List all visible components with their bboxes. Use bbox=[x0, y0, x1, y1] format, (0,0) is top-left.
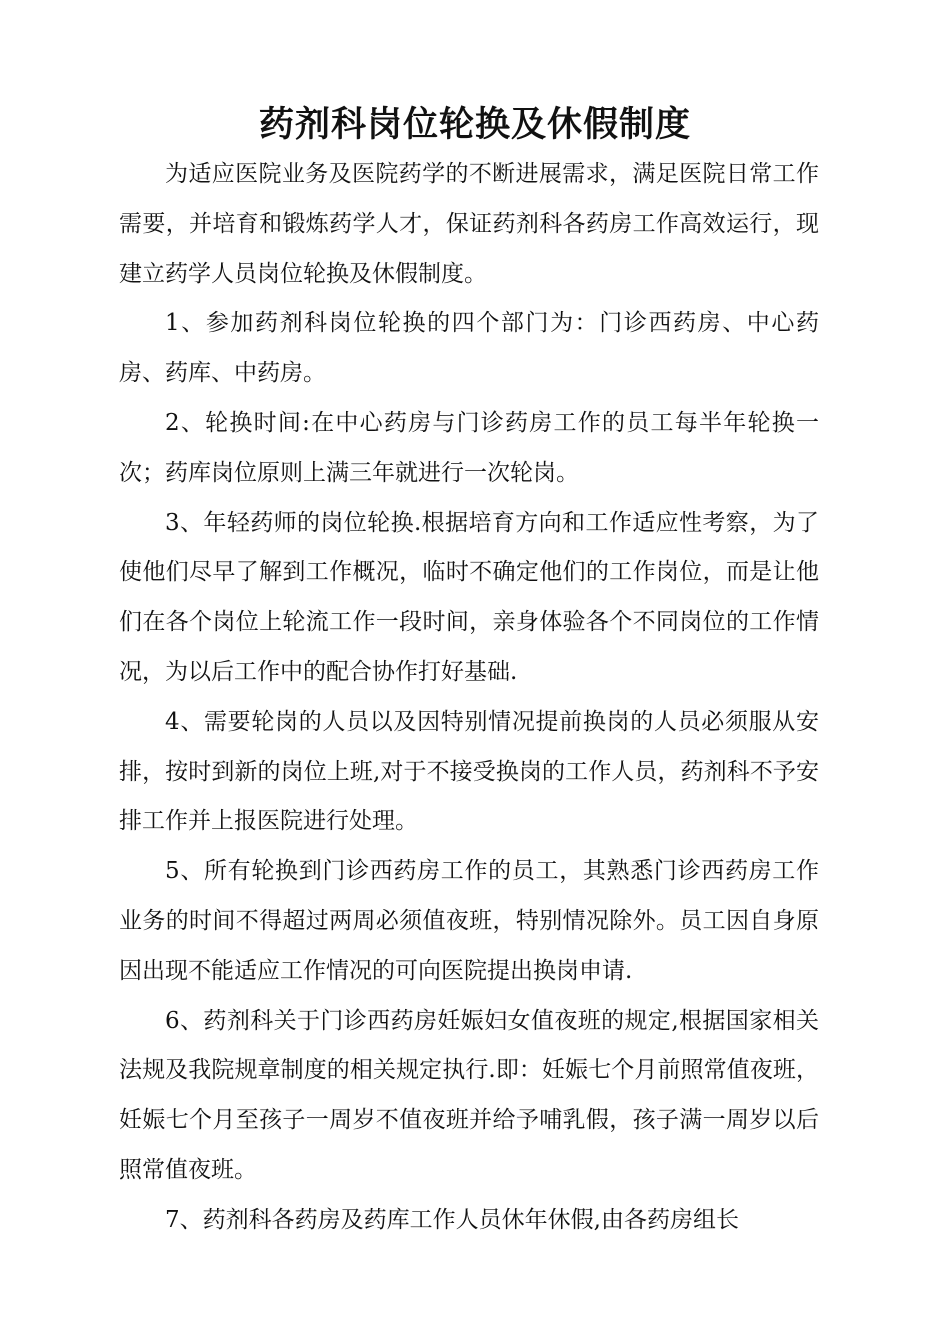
clause-7-paragraph: 7、药剂科各药房及药库工作人员休年休假,由各药房组长 bbox=[165, 1206, 739, 1233]
clause-2-paragraph: 2、轮换时间:在中心药房与门诊药房工作的员工每半年轮换一次；药库岗位原则上满三年就进行一次轮岗。 bbox=[119, 409, 819, 486]
clause-6-paragraph: 6、药剂科关于门诊西药房妊娠妇女值夜班的规定,根据国家相关法规及我院规章制度的相关规定执行.即：妊娠七个月前照常值夜班，妊娠七个月至孩子一周岁不值夜班并给予哺乳假，孩子满一周岁以后照常值夜班。 bbox=[119, 1007, 819, 1183]
clause-5-paragraph: 5、所有轮换到门诊西药房工作的员工，其熟悉门诊西药房工作业务的时间不得超过两周必须值夜班，特别情况除外。员工因自身原因出现不能适应工作情况的可向医院提出换岗申请. bbox=[119, 858, 819, 984]
document-body bbox=[119, 150, 819, 1246]
document-title: 药剂科岗位轮换及休假制度 bbox=[258, 105, 691, 145]
intro-paragraph: 为适应医院业务及医院药学的不断进展需求，满足医院日常工作需要，并培育和锻炼药学人才，保证药剂科各药房工作高效运行，现建立药学人员岗位轮换及休假制度。 bbox=[119, 161, 819, 287]
clause-4-paragraph: 4、需要轮岗的人员以及因特别情况提前换岗的人员必须服从安排，按时到新的岗位上班,对于不接受换岗的工作人员，药剂科不予安排工作并上报医院进行处理。 bbox=[119, 708, 819, 835]
clause-1-paragraph: 1、参加药剂科岗位轮换的四个部门为：门诊西药房、中心药房、药库、中药房。 bbox=[119, 310, 819, 387]
clause-3-paragraph: 3、年轻药师的岗位轮换.根据培育方向和工作适应性考察，为了使他们尽早了解到工作概况，临时不确定他们的工作岗位，而是让他们在各个岗位上轮流工作一段时间，亲身体验各个不同岗位的工作情况，为以后工作中的配合协作打好基础. bbox=[119, 509, 819, 685]
